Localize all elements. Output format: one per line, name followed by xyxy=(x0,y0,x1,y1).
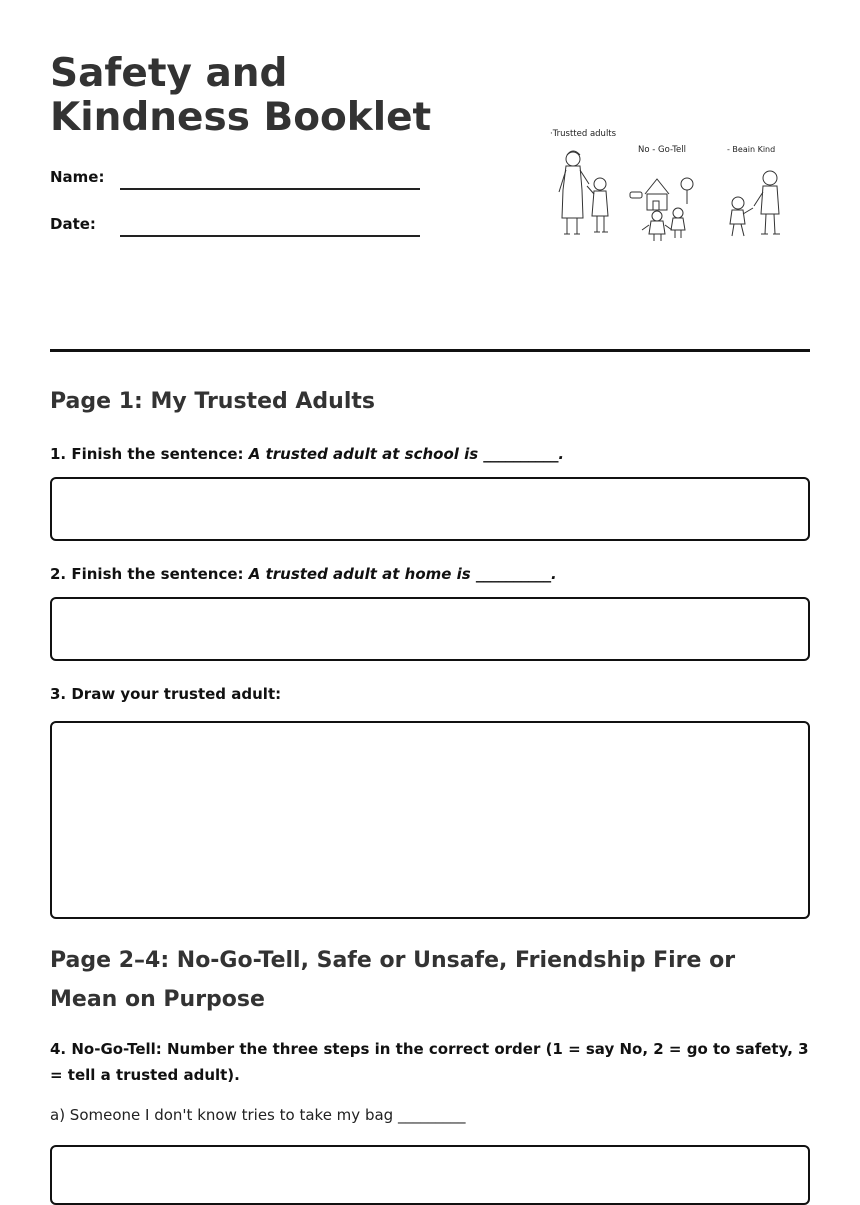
date-label: Date: xyxy=(50,215,96,233)
answer-box-1[interactable] xyxy=(50,477,810,541)
illustration-label-trusted: ·Trustted adults xyxy=(550,129,617,139)
answer-box-2[interactable] xyxy=(50,597,810,661)
question-2-prefix: 2. Finish the sentence: xyxy=(50,565,244,583)
safety-illustration xyxy=(545,122,785,244)
name-line[interactable] xyxy=(120,188,420,190)
question-2-sentence: A trusted adult at home is __________. xyxy=(248,565,557,583)
being-kind-drawing xyxy=(730,171,780,236)
question-4: 4. No-Go-Tell: Number the three steps in the correct order (1 = say No, 2 = go to safety, 3 = tell a trusted adult). xyxy=(50,1040,809,1084)
question-1 xyxy=(50,441,810,467)
question-1-prefix: 1. Finish the sentence: xyxy=(50,445,244,463)
illustration-label-nogotell: No - Go-Tell xyxy=(638,145,686,155)
name-label: Name: xyxy=(50,168,105,186)
page-title: Safety and Kindness Booklet xyxy=(50,51,432,140)
header-divider xyxy=(50,349,810,352)
section-heading-page1: Page 1: My Trusted Adults xyxy=(50,389,375,414)
section-heading-page2: Page 2–4: No-Go-Tell, Safe or Unsafe, Friendship Fire or Mean on Purpose xyxy=(50,948,736,1012)
date-row xyxy=(50,211,430,241)
answer-box-4a[interactable] xyxy=(50,1145,810,1205)
no-go-tell-drawing xyxy=(630,178,693,241)
date-line[interactable] xyxy=(120,235,420,237)
illustration-label-kind: - Beain Kind xyxy=(727,145,776,154)
question-4a: a) Someone I don't know tries to take my bag _________ xyxy=(50,1106,466,1124)
drawing-box-3[interactable] xyxy=(50,721,810,919)
trusted-adult-drawing xyxy=(559,151,608,234)
name-row xyxy=(50,164,430,194)
question-3: 3. Draw your trusted adult: xyxy=(50,685,282,703)
question-1-sentence: A trusted adult at school is __________. xyxy=(248,445,565,463)
question-2 xyxy=(50,561,810,587)
